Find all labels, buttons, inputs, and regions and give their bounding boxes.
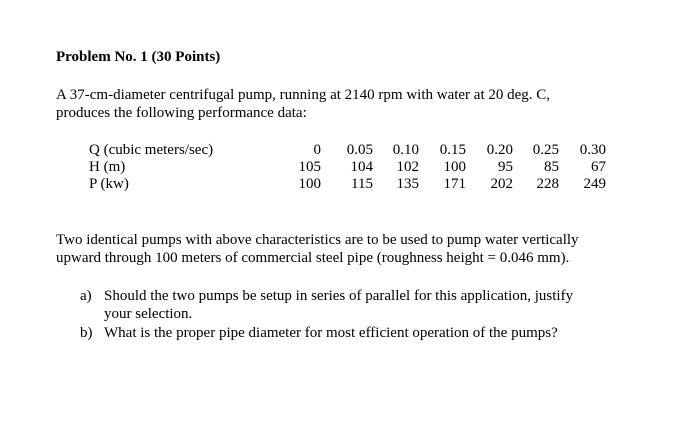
table-cell: 105 [298, 159, 321, 175]
table-cell: 0.05 [346, 142, 373, 158]
table-cell: 0.10 [392, 142, 419, 158]
row-label: P (kw) [89, 176, 129, 192]
table-cell: 0.25 [532, 142, 559, 158]
performance-table [89, 142, 606, 193]
question-b-line-1: What is the proper pipe diameter for most efficient operation of the pumps? [104, 325, 558, 341]
context-line-1: Two identical pumps with above characteristics are to be used to pump water vertically [56, 232, 579, 248]
table-cell: 0.15 [439, 142, 466, 158]
intro-line-1: A 37-cm-diameter centrifugal pump, running at 2140 rpm with water at 20 deg. C, [56, 87, 551, 103]
table-cell: 100 [443, 159, 466, 175]
question-a-letter: a) [80, 288, 92, 304]
table-cell: 135 [396, 176, 419, 192]
table-cell: 249 [583, 176, 606, 192]
table-cell: 67 [591, 159, 606, 175]
question-a-line-1: Should the two pumps be setup in series of parallel for this application, justify [104, 288, 574, 304]
table-row-flow [89, 142, 606, 159]
row-label: Q (cubic meters/sec) [89, 142, 214, 158]
table-row-power [89, 176, 606, 193]
row-label: H (m) [89, 159, 126, 175]
table-cell: 202 [490, 176, 513, 192]
table-cell: 0.20 [486, 142, 513, 158]
question-b-letter: b) [80, 325, 93, 341]
context-line-2: upward through 100 meters of commercial steel pipe (roughness height = 0.046 mm). [56, 250, 570, 266]
table-cell: 115 [351, 176, 373, 192]
table-cell: 0 [313, 142, 321, 158]
table-cell: 102 [396, 159, 419, 175]
table-cell: 100 [298, 176, 321, 192]
table-cell: 0.30 [579, 142, 606, 158]
problem-title: Problem No. 1 (30 Points) [56, 49, 221, 65]
table-cell: 171 [443, 176, 466, 192]
table-cell: 104 [350, 159, 373, 175]
table-cell: 228 [536, 176, 559, 192]
table-cell: 85 [544, 159, 559, 175]
intro-line-2: produces the following performance data: [56, 105, 307, 121]
question-a-line-2: your selection. [104, 306, 193, 322]
table-cell: 95 [498, 159, 513, 175]
table-row-head [89, 159, 606, 176]
